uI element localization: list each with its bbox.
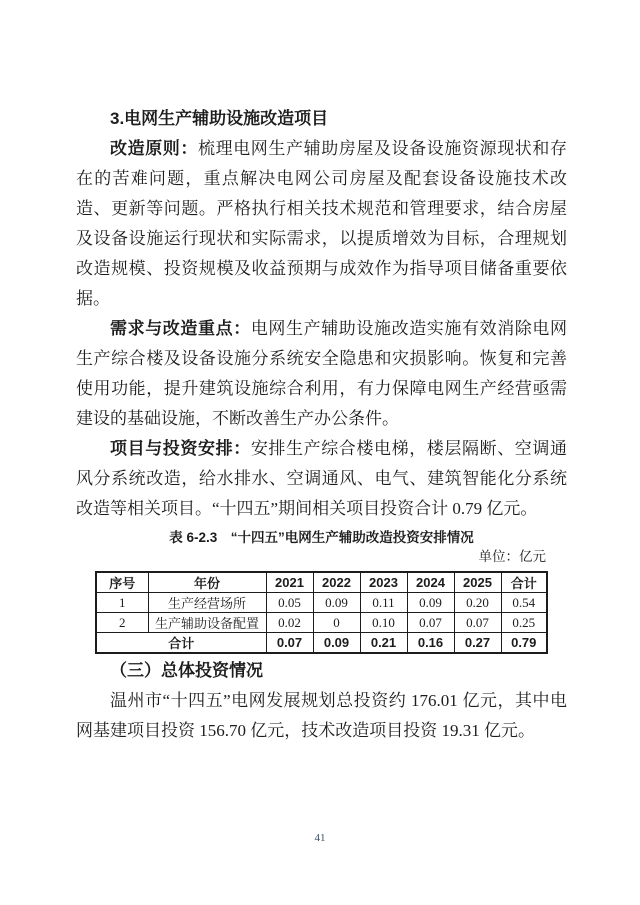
paragraph-text-needs: 电网生产辅助设施改造实施有效消除电网生产综合楼及设备设施分系统安全隐患和灾损影响。恢复和完善使用功能，提升建筑设施综合利用，有力保障电网生产经营亟需建设的基础设施，不断改善生产办公条件。 [76,319,568,428]
table-header-cell: 2025 [454,572,501,593]
table-header-cell: 合计 [501,572,547,593]
table-header-cell: 2022 [313,572,360,593]
table-cell: 0.27 [454,633,501,654]
paragraph-lead-investment: 项目与投资安排： [110,439,251,458]
table-cell: 0.02 [266,613,313,633]
paragraph-text-principles: 梳理电网生产辅助房屋及设备设施资源现状和存在的苦难问题，重点解决电网公司房屋及配套设备设施技术改造、更新等问题。严格执行相关技术规范和管理要求，结合房屋及设备设施运行现状和实际需求，以提质增效为目标，合理规划改造规模、投资规模及收益预期与成效作为指导项目储备重要依据。 [76,139,567,308]
table-cell: 0 [313,613,360,633]
table-cell: 0.20 [454,593,501,613]
paragraph-renovation-principles [76,134,567,314]
table-cell: 0.25 [501,613,547,633]
table-caption: 表 6-2.3 “十四五”电网生产辅助改造投资安排情况 [169,530,474,545]
table-cell: 生产辅助设备配置 [148,613,266,633]
table-cell: 生产经营场所 [148,593,266,613]
table-cell: 2 [96,613,148,633]
table-header-cell: 2021 [266,572,313,593]
table-cell: 0.07 [266,633,313,654]
paragraph-needs-and-focus [76,314,567,434]
table-cell: 0.07 [454,613,501,633]
table-unit-label: 单位：亿元 [478,549,546,564]
page-content [76,104,567,746]
table-cell: 0.54 [501,593,547,613]
section-heading-overall-investment: （三）总体投资情况 [110,661,263,680]
paragraph-text-investment: 安排生产综合楼电梯，楼层隔断、空调通风分系统改造，给水排水、空调通风、电气、建筑智能化分系统改造等相关项目。“十四五”期间相关项目投资合计 0.79 亿元。 [76,439,568,518]
table-cell: 0.11 [360,593,407,613]
table-cell: 1 [96,593,148,613]
table-cell: 0.07 [407,613,454,633]
page-number: 41 [314,832,326,844]
paragraph-lead-needs: 需求与改造重点： [110,319,251,338]
investment-schedule-table [95,571,548,654]
table-cell: 0.09 [407,593,454,613]
paragraph-project-investment [76,434,567,524]
table-cell: 0.09 [313,593,360,613]
table-cell: 0.79 [501,633,547,654]
table-total-label-cell: 合计 [96,633,266,654]
table-row [96,613,547,633]
paragraph-overall-investment: 温州市“十四五”电网发展规划总投资约 176.01 亿元，其中电网基建项目投资 156.70 亿元，技术改造项目投资 19.31 亿元。 [76,691,567,740]
table-header-cell: 年份 [148,572,266,593]
table-cell: 0.09 [313,633,360,654]
table-total-row [96,633,547,654]
table-header-row [96,572,547,593]
table-cell: 0.21 [360,633,407,654]
table-header-cell: 2023 [360,572,407,593]
table-header-cell: 序号 [96,572,148,593]
paragraph-lead-principles: 改造原则： [110,139,198,158]
table-cell: 0.05 [266,593,313,613]
table-row [96,593,547,613]
table-cell: 0.10 [360,613,407,633]
table-header-cell: 2024 [407,572,454,593]
section-heading-renovation-projects: 3.电网生产辅助设施改造项目 [110,109,329,128]
table-cell: 0.16 [407,633,454,654]
